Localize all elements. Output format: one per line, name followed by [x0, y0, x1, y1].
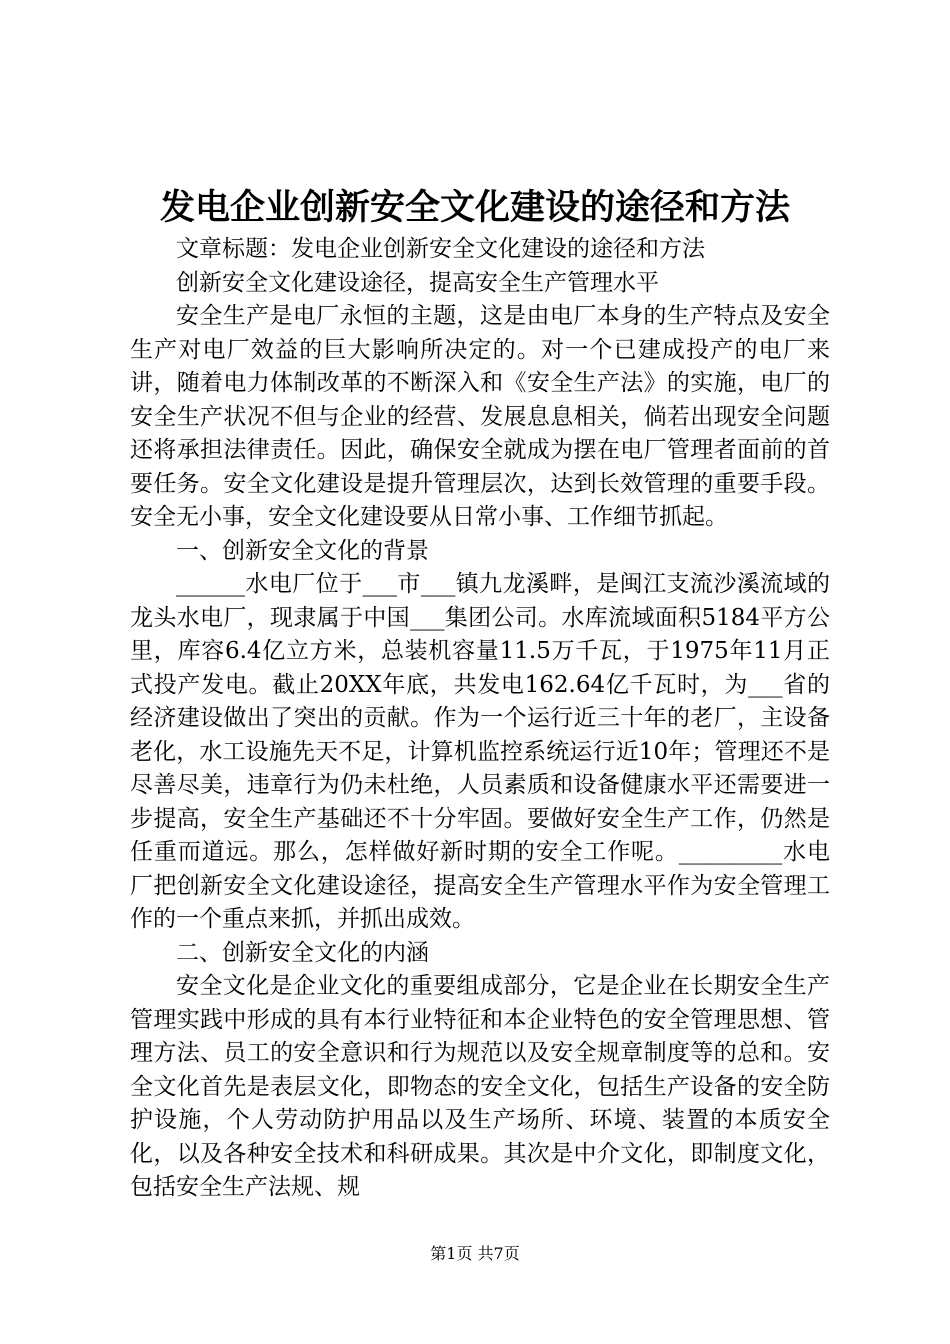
section-heading-background: 一、创新安全文化的背景 [176, 537, 429, 564]
intro-paragraph: 安全生产是电厂永恒的主题，这是由电厂本身的生产特点及安全生产对电厂效益的巨大影响所决定的。对一个已建成投产的电厂来讲，随着电力体制改革的不断深入和《安全生产法》的实施，电厂的安全生产状况不但与企业的经营、发展息息相关，倘若出现安全问题还将承担法律责任。因此，确保安全就成为摆在电厂管理者面前的首要任务。安全文化建设是提升管理层次，达到长效管理的重要手段。安全无小事，安全文化建设要从日常小事、工作细节抓起。 [130, 303, 830, 530]
connotation-paragraph: 安全文化是企业文化的重要组成部分，它是企业在长期安全生产管理实践中形成的具有本行业特征和本企业特色的安全管理思想、管理方法、员工的安全意识和行为规范以及安全规章制度等的总和。安全文化首先是表层文化，即物态的安全文化，包括生产设备的安全防护设施，个人劳动防护用品以及生产场所、环境、装置的本质安全化，以及各种安全技术和科研成果。其次是中介文化，即制度文化，包括安全生产法规、规 [130, 973, 830, 1200]
document-body [130, 233, 830, 1205]
document-title: 发电企业创新安全文化建设的途径和方法 [159, 187, 790, 228]
subtitle-line: 创新安全文化建设途径，提高安全生产管理水平 [176, 269, 659, 296]
section-heading-connotation: 二、创新安全文化的内涵 [176, 939, 429, 966]
article-title-line: 文章标题：发电企业创新安全文化建设的途径和方法 [176, 236, 705, 262]
background-paragraph: ______水电厂位于___市___镇九龙溪畔，是闽江支流沙溪流域的龙头水电厂，现隶属于中国___集团公司。水库流域面积5184平方公里，库容6.4亿立方米，总装机容量11.5万千瓦，于1975年11月正式投产发电。截止20XX年底，共发电162.64亿千瓦时，为___省的经济建设做出了突出的贡献。作为一个运行近三十年的老厂，主设备老化，水工设施先天不足，计算机监控系统运行近10年；管理还不是尽善尽美，违章行为仍未杜绝，人员素质和设备健康水平还需要进一步提高，安全生产基础还不十分牢固。要做好安全生产工作，仍然是任重而道远。那么，怎样做好新时期的安全工作呢。_________水电厂把创新安全文化建设途径，提高安全生产管理水平作为安全管理工作的一个重点来抓，并抓出成效。 [130, 571, 830, 932]
page-footer: 第1页 共7页 [430, 1244, 520, 1263]
